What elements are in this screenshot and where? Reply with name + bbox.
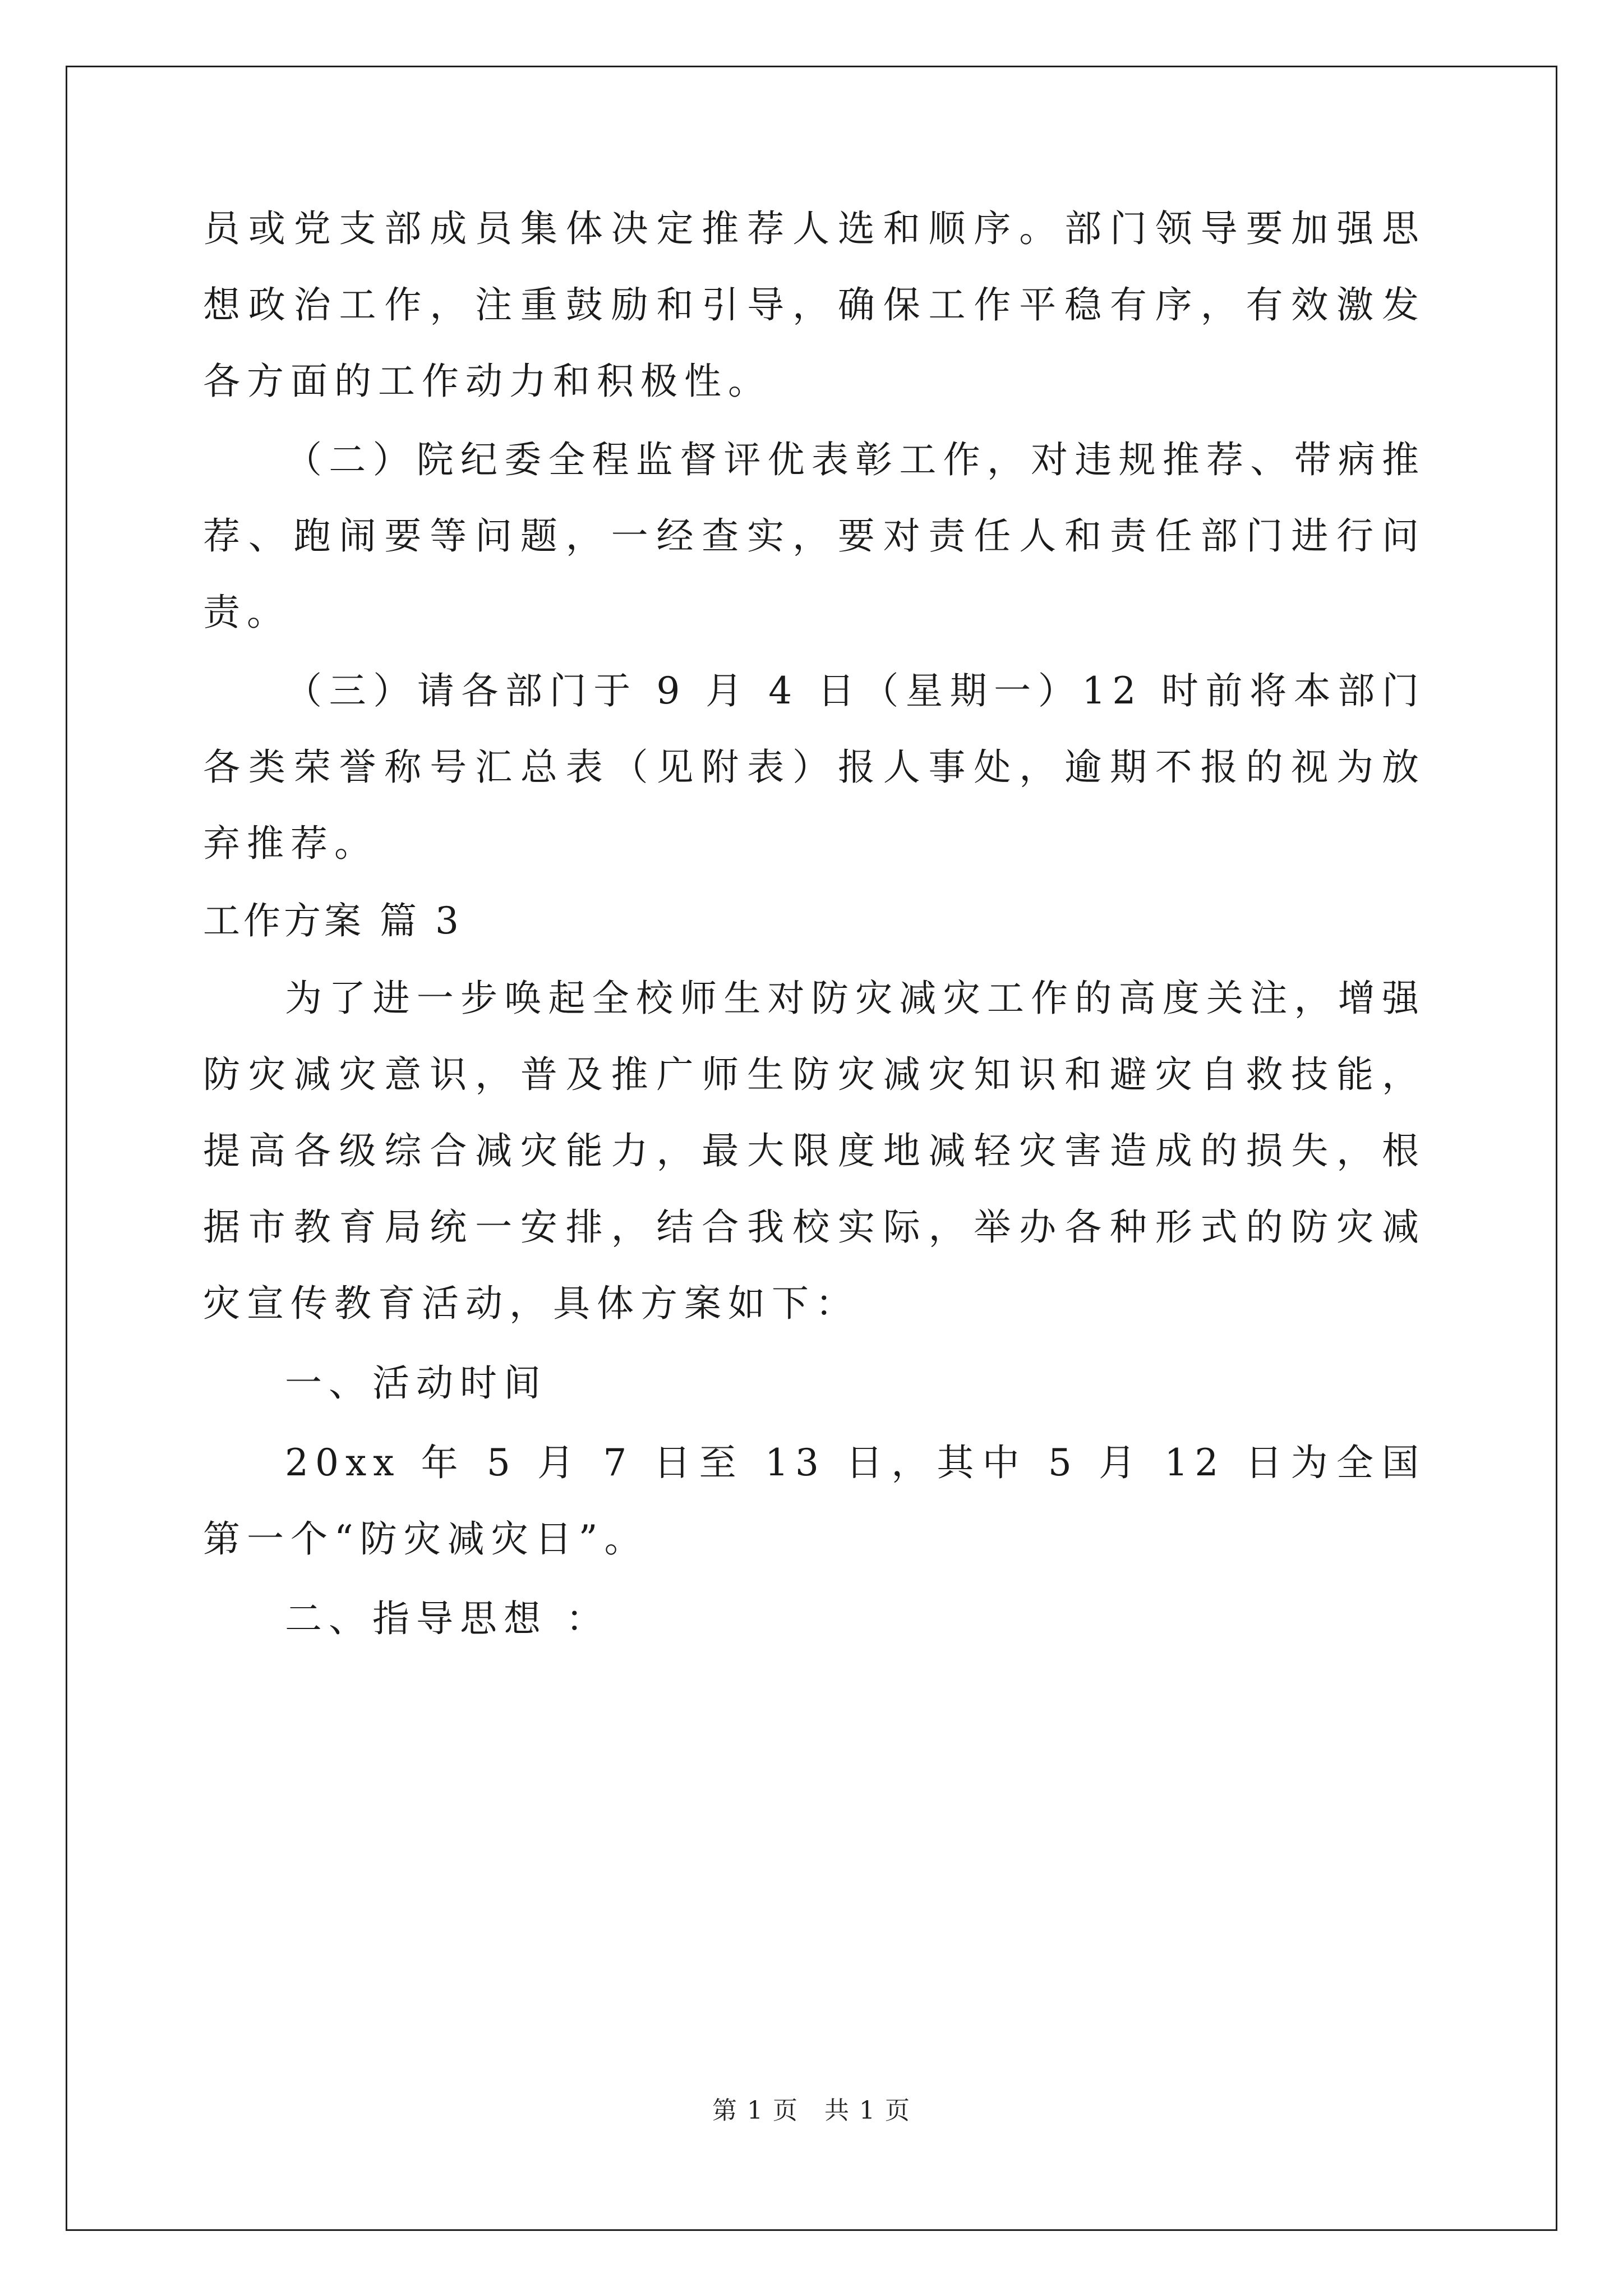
paragraph-2: （二）院纪委全程监督评优表彰工作，对违规推荐、带病推荐、跑闹要等问题，一经查实，要对责任人和责任部门进行问责。 [203, 438, 1426, 634]
paragraph-4: 为了进一步唤起全校师生对防灾减灾工作的高度关注，增强防灾减灾意识，普及推广师生防灾减灾知识和避灾自救技能，提高各级综合减灾能力，最大限度地减轻灾害造成的损失，根据市教育局统一安排，结合我校实际，举办各种形式的防灾减灾宣传教育活动，具体方案如下： [203, 977, 1426, 1325]
paragraph-6: 20xx 年 5 月 7 日至 13 日，其中 5 月 12 日为全国第一个“防灾减灾日”。 [203, 1441, 1426, 1561]
paragraph-7: 二、指导思想 ： [285, 1597, 610, 1640]
document-body [203, 191, 1426, 1657]
paragraph-3: （三）请各部门于 9 月 4 日（星期一）12 时前将本部门各类荣誉称号汇总表（见附表）报人事处，逾期不报的视为放弃推荐。 [203, 669, 1426, 865]
page-footer: 第 1 页 共 1 页 [712, 2096, 911, 2125]
paragraph-5: 一、活动时间 [285, 1361, 547, 1405]
paragraph-1: 员或党支部成员集体决定推荐人选和顺序。部门领导要加强思想政治工作，注重鼓励和引导，确保工作平稳有序，有效激发各方面的工作动力和积极性。 [203, 207, 1426, 403]
section-heading: 工作方案 篇 3 [203, 899, 462, 942]
